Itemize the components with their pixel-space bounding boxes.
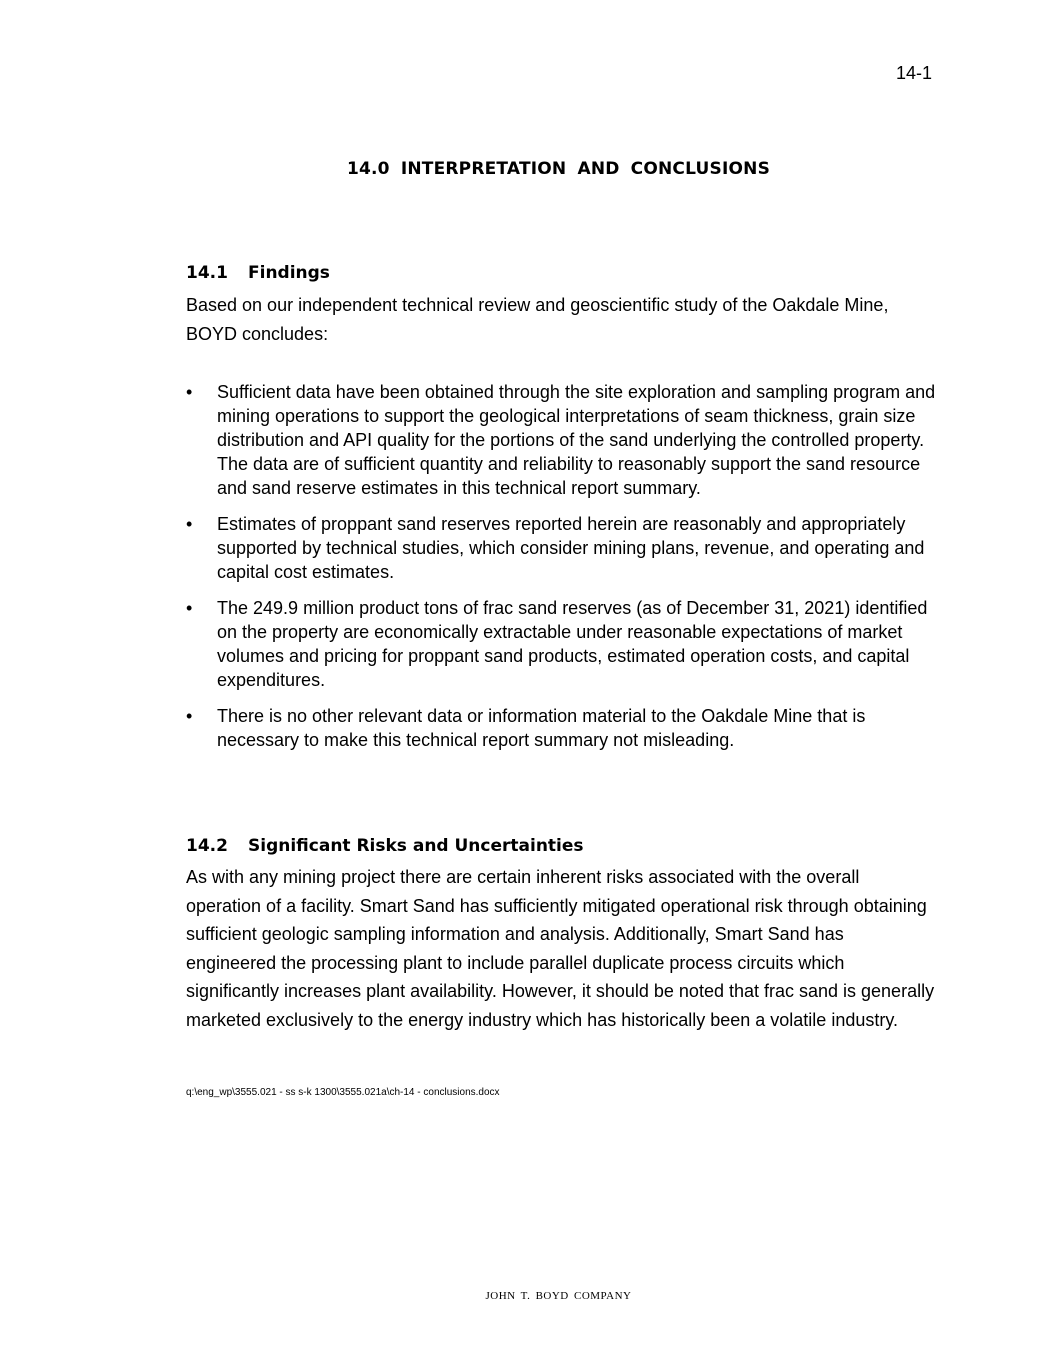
chapter-title: 14.0 INTERPRETATION AND CONCLUSIONS	[346, 159, 771, 179]
bullet-icon: •	[186, 382, 193, 402]
bullet-text: Sufficient data have been obtained through the site exploration and sampling program and mining operations to support the geological interpretations of seam thickness, grain size distribution and API quality for the portions of the sand underlying the controlled property. The data are of sufficient quantity and reliability to reasonably support the sand resource and sand reserve estimates in this technical report summary.	[217, 382, 936, 498]
bullet-icon: •	[186, 706, 193, 726]
list-item	[186, 512, 936, 584]
section-heading-risks	[186, 835, 584, 857]
list-item	[186, 380, 936, 500]
file-path: q:\eng_wp\3555.021 - ss s-k 1300\3555.021a\ch-14 - conclusions.docx	[186, 1087, 500, 1098]
bullet-text: The 249.9 million product tons of frac sand reserves (as of December 31, 2021) identified on the property are economically extractable under reasonable expectations of market volumes and pricing for proppant sand products, estimated operation costs, and capital expenditures.	[217, 598, 928, 690]
bullet-icon: •	[186, 598, 193, 618]
section-number: 14.2	[186, 836, 228, 856]
section-title: Findings	[248, 263, 330, 283]
findings-bullet-list	[186, 380, 936, 764]
footer-company: JOHN T. BOYD COMPANY	[485, 1290, 632, 1302]
section-title: Significant Risks and Uncertainties	[248, 836, 584, 856]
list-item	[186, 704, 936, 752]
bullet-icon: •	[186, 514, 193, 534]
risks-paragraph: As with any mining project there are certain inherent risks associated with the overall operation of a facility. Smart Sand has sufficiently mitigated operational risk through obtaining sufficient geologic sampling information and analysis. Additionally, Smart Sand has engineered the processing plant to include parallel duplicate process circuits which significantly increases plant availability. However, it should be noted that frac sand is generally marketed exclusively to the energy industry which has historically been a volatile industry.	[186, 867, 935, 1030]
section-number: 14.1	[186, 263, 228, 283]
section-heading-findings	[186, 262, 330, 284]
bullet-text: There is no other relevant data or information material to the Oakdale Mine that is necessary to make this technical report summary not misleading.	[217, 706, 866, 750]
list-item	[186, 596, 936, 692]
page-number: 14-1	[895, 63, 932, 83]
bullet-text: Estimates of proppant sand reserves reported herein are reasonably and appropriately supported by technical studies, which consider mining plans, revenue, and operating and capital cost estimates.	[217, 514, 925, 582]
findings-intro-paragraph: Based on our independent technical review and geoscientific study of the Oakdale Mine, BOYD concludes:	[186, 295, 889, 344]
